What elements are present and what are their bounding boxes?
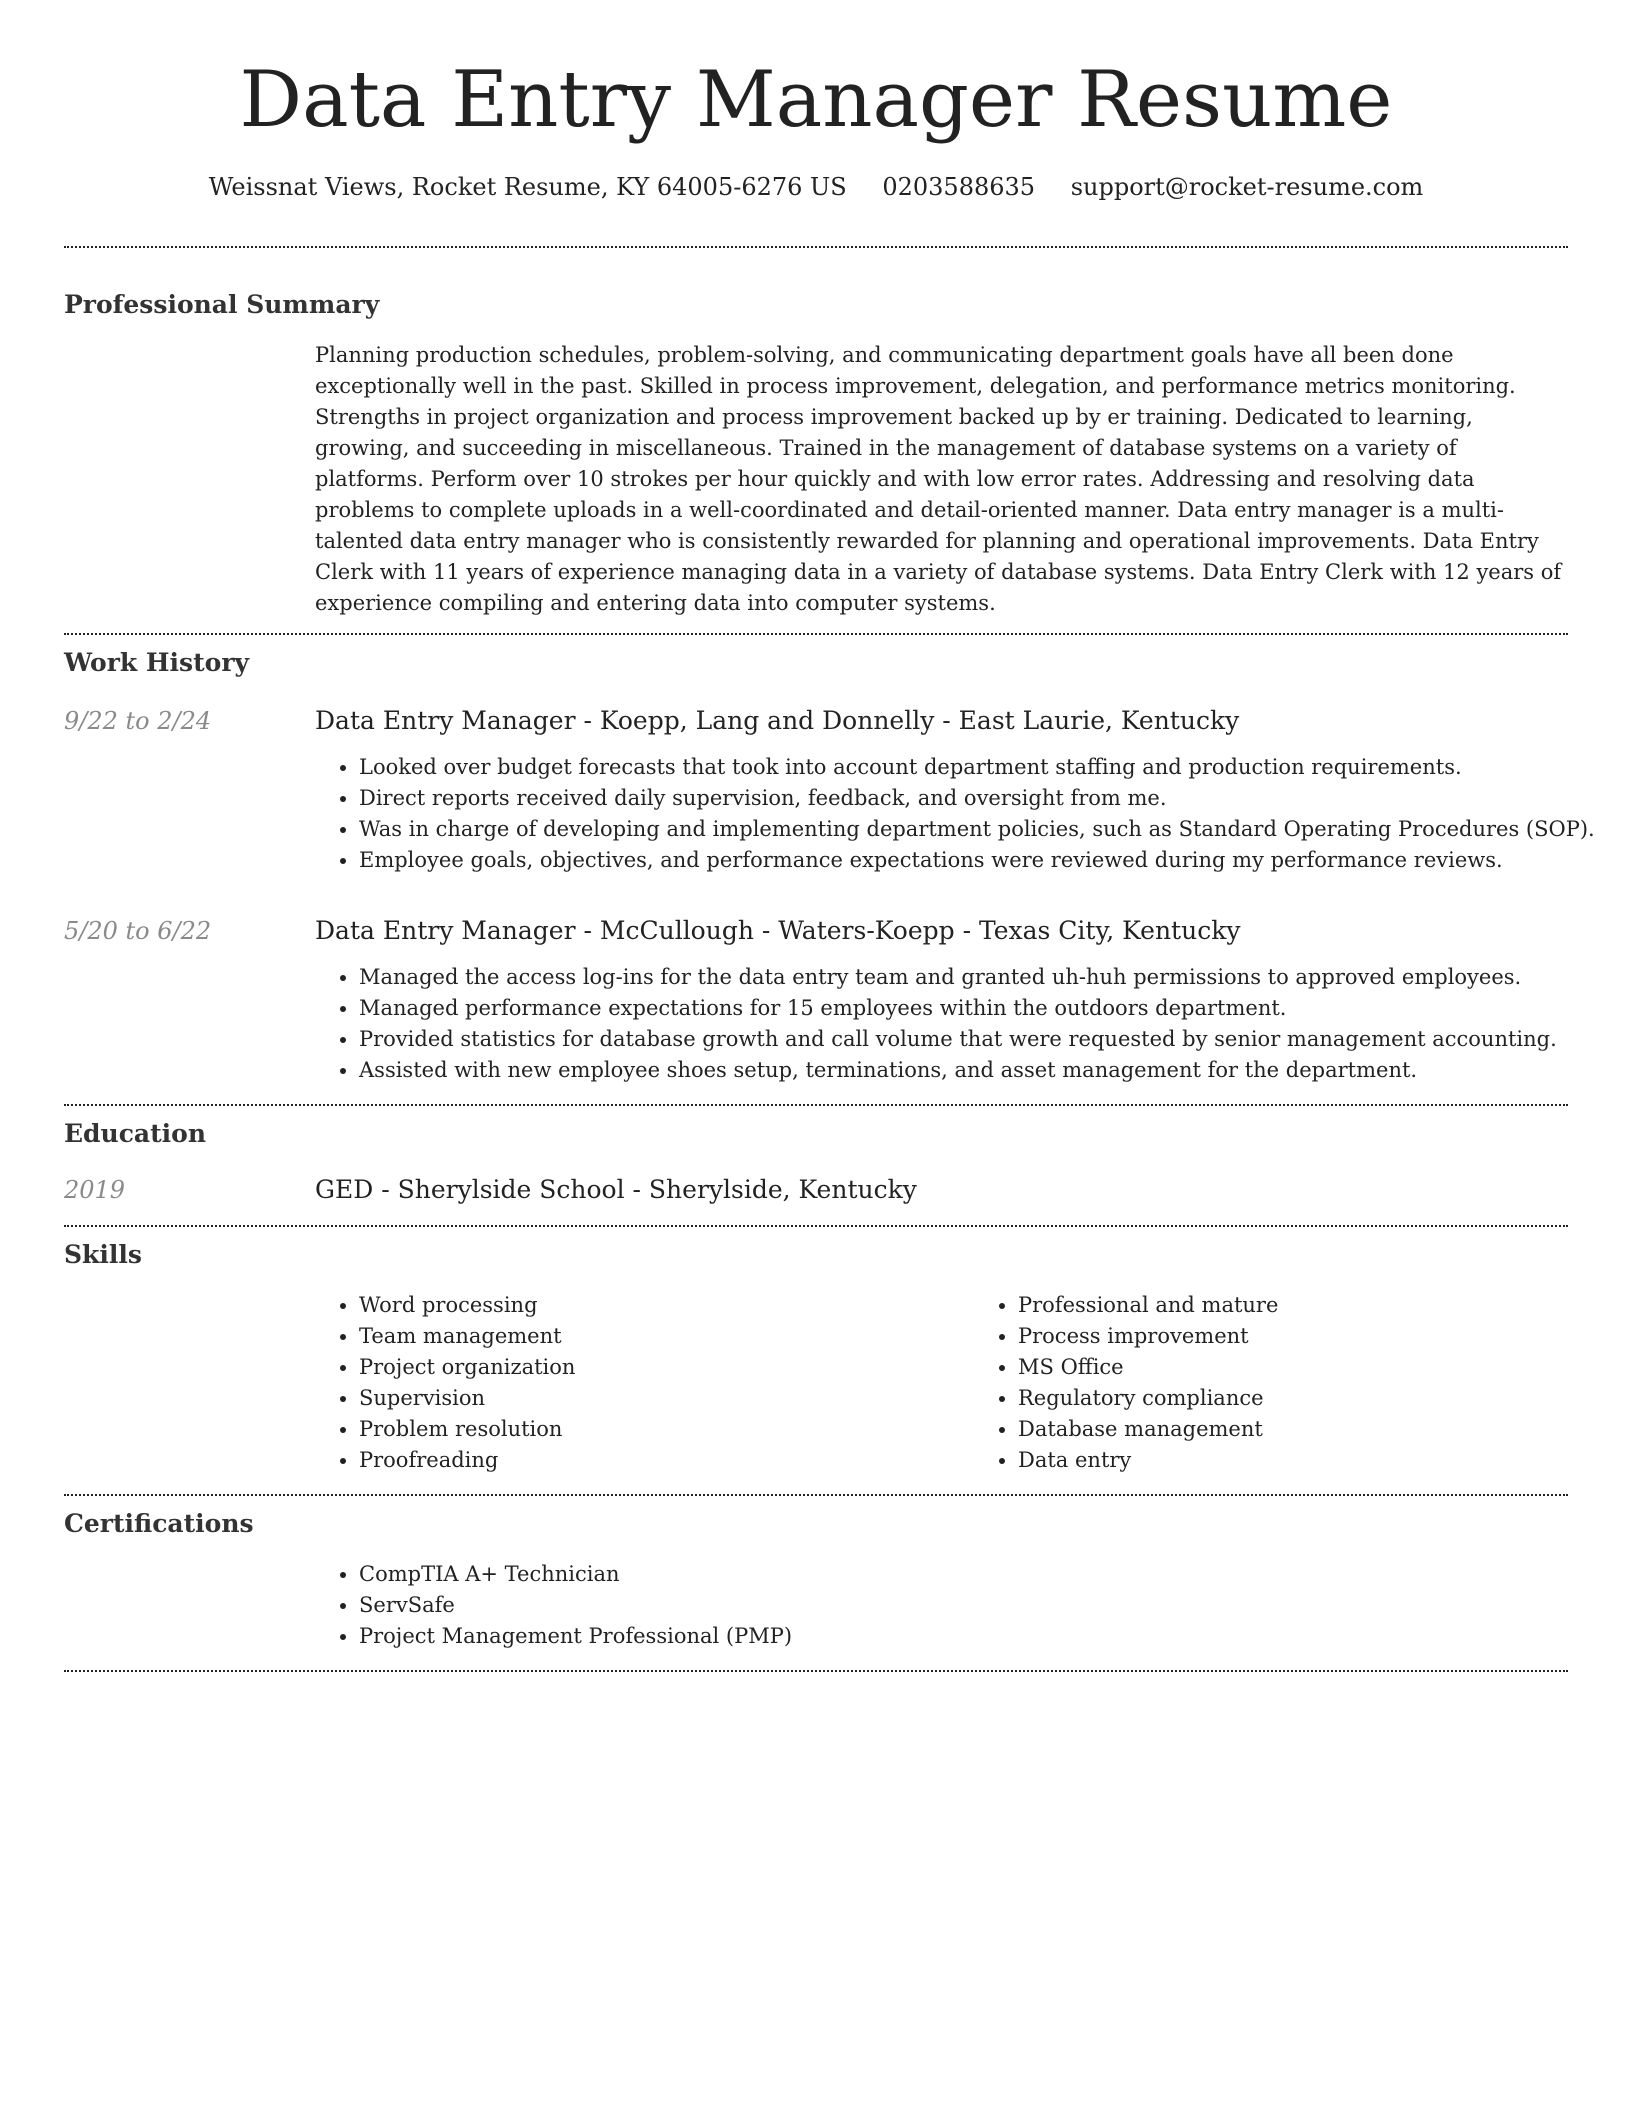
list-item: • Looked over budget forecasts that took into account department staffing and production requirements. (359, 752, 1595, 783)
resume-title: Data Entry Manager Resume (239, 55, 1393, 145)
contact-address: Weissnat Views, Rocket Resume, KY 64005-6276 US (208, 173, 847, 201)
list-item: • Managed the access log-ins for the data entry team and granted uh-huh permissions to approved employees. (359, 962, 1568, 993)
job-title: Data Entry Manager - McCullough - Waters-Koepp - Texas City, Kentucky (315, 916, 1241, 945)
job-bullets (315, 752, 1595, 876)
job-title: Data Entry Manager - Koepp, Lang and Donnelly - East Laurie, Kentucky (315, 706, 1240, 735)
skills-list-right (974, 1290, 1632, 1476)
skills-section (64, 1227, 1568, 1476)
list-item: • Project organization (359, 1352, 974, 1383)
job-dates: 9/22 to 2/24 (64, 707, 212, 735)
summary-heading: Professional Summary (64, 290, 380, 319)
list-item: • Database management (1018, 1414, 1632, 1445)
list-item: • Direct reports received daily supervision, feedback, and oversight from me. (359, 783, 1595, 814)
list-item: • ServSafe (359, 1590, 1568, 1621)
list-item: • Managed performance expectations for 15 employees within the outdoors department. (359, 993, 1568, 1024)
list-item: • Team management (359, 1321, 974, 1352)
list-item: • Employee goals, objectives, and performance expectations were reviewed during my performance reviews. (359, 845, 1595, 876)
job-dates: 5/20 to 6/22 (64, 917, 212, 945)
job-entry (64, 914, 1568, 1086)
work-history-heading: Work History (64, 648, 250, 677)
list-item: • Proofreading (359, 1445, 974, 1476)
summary-text: Planning production schedules, problem-solving, and communicating department goals have all been done exceptionally well in the past. Skilled in process improvement, delegation, and performance metrics monitoring. Strengths in project organization and process improvement backed up by er training. Dedicated to learning, growing, and succeeding in miscellaneous. Trained in the management of database systems on a variety of platforms. Perform over 10 strokes per hour quickly and with low error rates. Addressing and resolving data problems to complete uploads in a well-coordinated and detail-oriented manner. Data entry manager is a multi-talented data entry manager who is consistently rewarded for planning and operational improvements. Data Entry Clerk with 11 years of experience managing data in a variety of database systems. Data Entry Clerk with 12 years of experience compiling and entering data into computer systems. (315, 343, 1562, 615)
contact-line (64, 170, 1568, 204)
list-item: • CompTIA A+ Technician (359, 1559, 1568, 1590)
list-item: • MS Office (1018, 1352, 1632, 1383)
list-item: • Supervision (359, 1383, 974, 1414)
certifications-list (315, 1559, 1568, 1652)
list-item: • Assisted with new employee shoes setup, terminations, and asset management for the department. (359, 1055, 1568, 1086)
list-item: • Professional and mature (1018, 1290, 1632, 1321)
certifications-heading: Certifications (64, 1509, 254, 1538)
list-item: • Provided statistics for database growth and call volume that were requested by senior management accounting. (359, 1024, 1568, 1055)
education-title: GED - Sherylside School - Sherylside, Kentucky (315, 1175, 917, 1204)
skills-list-left (315, 1290, 974, 1476)
education-year: 2019 (64, 1176, 126, 1204)
list-item: • Was in charge of developing and implementing department policies, such as Standard Operating Procedures (SOP). (359, 814, 1595, 845)
resume-page (64, 0, 1595, 1672)
list-item: • Regulatory compliance (1018, 1383, 1632, 1414)
contact-phone: 0203588635 (882, 173, 1036, 201)
summary-section (64, 248, 1568, 619)
list-item: • Word processing (359, 1290, 974, 1321)
education-section (64, 1106, 1568, 1207)
section-divider (64, 1670, 1568, 1672)
job-bullets (315, 962, 1568, 1086)
skills-heading: Skills (64, 1240, 142, 1269)
list-item: • Project Management Professional (PMP) (359, 1621, 1568, 1652)
list-item: • Problem resolution (359, 1414, 974, 1445)
work-history-section (64, 635, 1595, 1086)
contact-email: support@rocket-resume.com (1070, 173, 1424, 201)
job-entry (64, 704, 1595, 876)
education-heading: Education (64, 1119, 207, 1148)
list-item: • Data entry (1018, 1445, 1632, 1476)
education-entry (64, 1173, 1568, 1207)
list-item: • Process improvement (1018, 1321, 1632, 1352)
certifications-section (64, 1496, 1568, 1652)
